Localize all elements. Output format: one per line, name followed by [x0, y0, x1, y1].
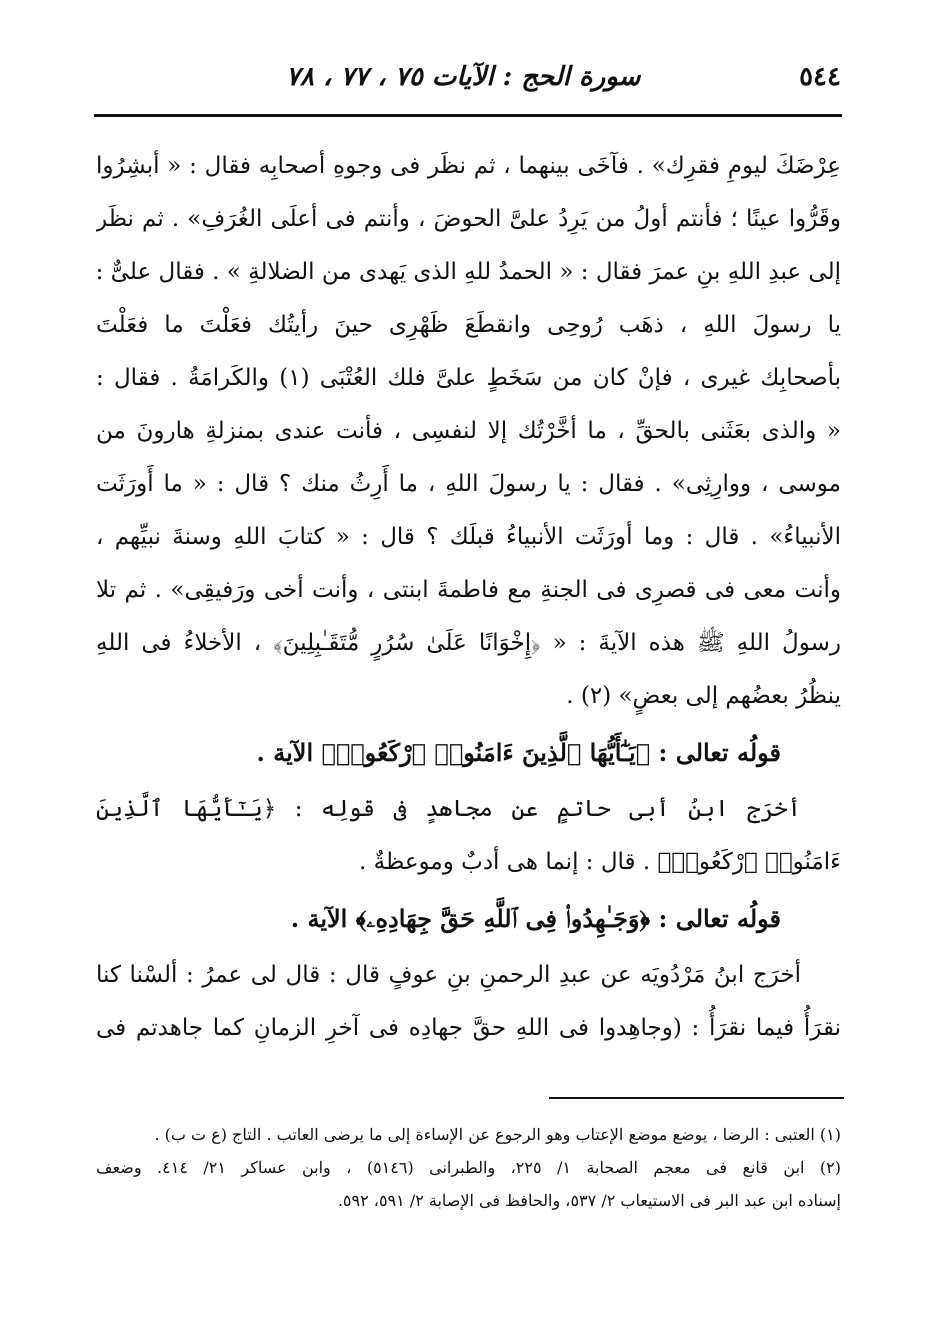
running-title: سورة الحج : الآيات ٧٥ ، ٧٧ ، ٧٨ — [286, 62, 641, 92]
text-line: إلى عبدِ اللهِ بنِ عمرَ فقال : « الحمدُ للهِ الذى يَهدى من الضلالةِ » . فقال علىٌّ : — [96, 259, 841, 285]
text-line: نقرَأُ فيما نقرَأُ : (وجاهِدوا فى اللهِ حقَّ جهادِه فى آخرِ الزمانِ كما جاهدتم فى — [96, 1015, 841, 1041]
text-line: موسى ، ووارِثِى» . فقال : يا رسولَ اللهِ ، ما أَرِثُ منك ؟ قال : « ما أَورَثَت — [96, 471, 841, 497]
text-line: أخرَج ابنُ أبى حاتمٍ عن مجاهدٍ فى قولِه : ﴿يَـٰٓأَيُّهَا ٱلَّذِينَ — [96, 796, 801, 822]
footnote-rule — [549, 1097, 844, 1099]
footnote-line: (٢) ابن قانع فى معجم الصحابة ١/ ٢٢٥، والطبرانى (٥١٤٦) ، وابن عساكر ٢١/ ٤١٤. وضعف — [96, 1158, 842, 1177]
footnote-line: (١) العتبى : الرضا ، يوضع موضع الإعتاب وهو الرجوع عن الإساءة إلى ما يرضى العاتب . التاج (ع ت ب) . — [154, 1125, 841, 1144]
text-line: وأنت معى فى قصرِى فى الجنةِ مع فاطمةَ ابنتى ، وأنت أخى ورَفيقِى» . ثم تلا — [96, 577, 841, 603]
text-line: أخرَج ابنُ مَرْدُويَه عن عبدِ الرحمنِ بنِ عوفٍ قال : قال لى عمرُ : ألسْنا كنا — [96, 962, 801, 988]
text-line: يا رسولَ اللهِ ، ذهَب رُوحِى وانقطَعَ ظَهْرِى حينَ رأيتُك فعَلْتَ ما فعَلْتَ — [96, 312, 841, 338]
verse-heading: قولُه تعالى : ﴿يَـٰٓأَيُّهَا ٱلَّذِينَ ءَامَنُوا۟ ٱرْكَعُوا۟﴾ الآية . — [256, 738, 781, 767]
running-header — [96, 56, 841, 106]
main-text — [96, 140, 841, 1055]
text-line: عِرْضَكَ ليومِ فقرِك» . فآخَى بينهما ، ثم نظَر فى وجوهِ أصحابِه فقال : « أبشِرُوا — [96, 153, 841, 179]
text-line: ءَامَنُوا۟ ٱرْكَعُوا۟﴾ . قال : إنما هى أدبٌ وموعظةٌ . — [359, 849, 841, 875]
text-line: الأنبياءُ» . قال : وما أورَثَت الأنبياءُ قبلَك ؟ قال : « كتابَ اللهِ وسنةَ نبيِّهم ، — [96, 524, 841, 550]
text-line: ينظُرُ بعضُهم إلى بعضٍ» (٢) . — [566, 683, 841, 709]
text-line: بأصحابِك غيرى ، فإنْ كان من سَخَطٍ علىَّ فلك العُتْبَى (١) والكَرامَةُ . فقال : — [96, 365, 841, 391]
page-number: ٥٤٤ — [799, 62, 841, 92]
text-line: « والذى بعَثَنى بالحقِّ ، ما أخَّرْتُك إلا لنفسِى ، فأنت عندى بمنزلةِ هارونَ من — [96, 418, 841, 444]
header-rule — [94, 114, 842, 117]
text-line: رسولُ اللهِ ﷺ هذه الآيةَ : « ﴿إِخْوَانًا عَلَىٰ سُرُرٍ مُّتَقَـٰبِلِينَ﴾ ، الأخلاءُ فى اللهِ — [96, 630, 841, 656]
footnotes — [96, 1118, 841, 1217]
footnote-line: إسناده ابن عبد البر فى الاستيعاب ٢/ ٥٣٧، والحافظ فى الإصابة ٢/ ٥٩١، ٥٩٢. — [337, 1191, 841, 1210]
text-line: وقَرُّوا عينًا ؛ فأنتم أولُ من يَرِدُ علىَّ الحوضَ ، وأنتم فى أعلَى الغُرَفِ» . ثم نظَر — [96, 206, 841, 232]
verse-heading: قولُه تعالى : ﴿وَجَـٰهِدُوا۟ فِى ٱللَّهِ حَقَّ جِهَادِهِۦ﴾ الآية . — [290, 904, 781, 933]
